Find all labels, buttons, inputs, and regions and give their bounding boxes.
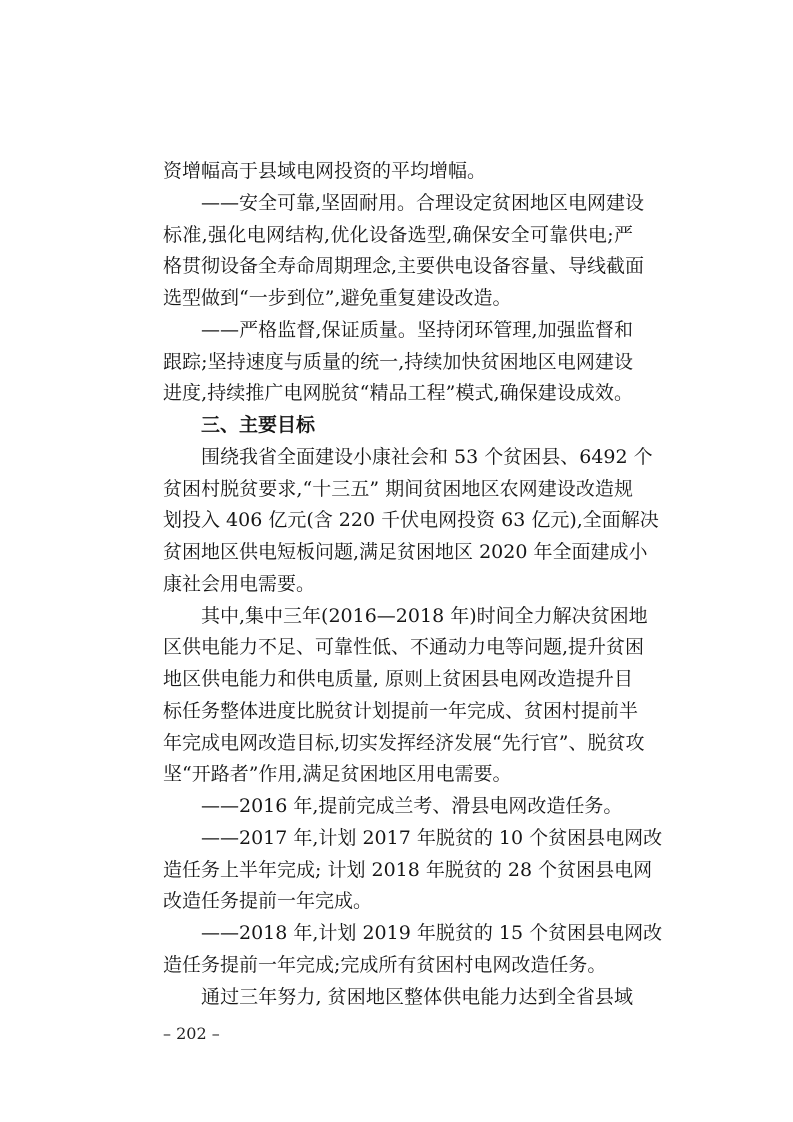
text-line: 区供电能力不足、可靠性低、不通动力电等问题,提升贫困: [163, 636, 645, 659]
text-line: 年完成电网改造目标,切实发挥经济发展“先行官”、脱贫攻: [163, 731, 645, 754]
text-line: ——2016 年,提前完成兰考、滑县电网改造任务。: [201, 795, 623, 817]
page-number: – 202 –: [163, 1024, 220, 1043]
text-line: 坚“开路者”作用,满足贫困地区用电需要。: [163, 763, 512, 786]
body-text: [163, 156, 663, 1013]
text-line: 围绕我省全面建设小康社会和 53 个贫困县、6492 个: [201, 445, 653, 468]
text-line: 地区供电能力和供电质量, 原则上贫困县电网改造提升目: [163, 668, 633, 690]
text-line: 划投入 406 亿元(含 220 千伏电网投资 63 亿元),全面解决: [163, 509, 659, 532]
text-line: 造任务提前一年完成;完成所有贫困村电网改造任务。: [163, 953, 607, 976]
text-line: 标任务整体进度比脱贫计划提前一年完成、贫困村提前半: [163, 699, 639, 722]
text-line: 进度,持续推广电网脱贫“精品工程”模式,确保建设成效。: [163, 382, 633, 405]
text-line: 改造任务提前一年完成。: [163, 890, 373, 913]
text-line: 其中,集中三年(2016—2018 年)时间全力解决贫困地: [201, 604, 648, 627]
text-line: 通过三年努力, 贫困地区整体供电能力达到全省县域: [201, 985, 633, 1008]
section-heading: 三、主要目标: [201, 414, 316, 436]
text-line: 跟踪;坚持速度与质量的统一,持续加快贫困地区电网建设: [163, 350, 633, 373]
text-line: ——2017 年,计划 2017 年脱贫的 10 个贫困县电网改: [201, 826, 663, 849]
text-line: 贫困地区供电短板问题,满足贫困地区 2020 年全面建成小: [163, 541, 648, 563]
text-line: ——严格监督,保证质量。坚持闭环管理,加强监督和: [201, 318, 633, 341]
text-line: 康社会用电需要。: [163, 572, 316, 595]
text-line: 造任务上半年完成; 计划 2018 年脱贫的 28 个贫困县电网: [163, 858, 653, 881]
text-line: ——安全可靠,坚固耐用。合理设定贫困地区电网建设: [201, 191, 645, 214]
text-line: 格贯彻设备全寿命周期理念,主要供电设备容量、导线截面: [163, 255, 645, 278]
text-line: 资增幅高于县域电网投资的平均增幅。: [163, 160, 487, 182]
text-line: 选型做到“一步到位”,避免重复建设改造。: [163, 287, 512, 309]
text-line: ——2018 年,计划 2019 年脱贫的 15 个贫困县电网改: [201, 922, 663, 944]
text-line: 贫困村脱贫要求,“十三五” 期间贫困地区农网建设改造规: [163, 477, 633, 500]
text-line: 标准,强化电网结构,优化设备选型,确保安全可靠供电;严: [163, 223, 633, 246]
